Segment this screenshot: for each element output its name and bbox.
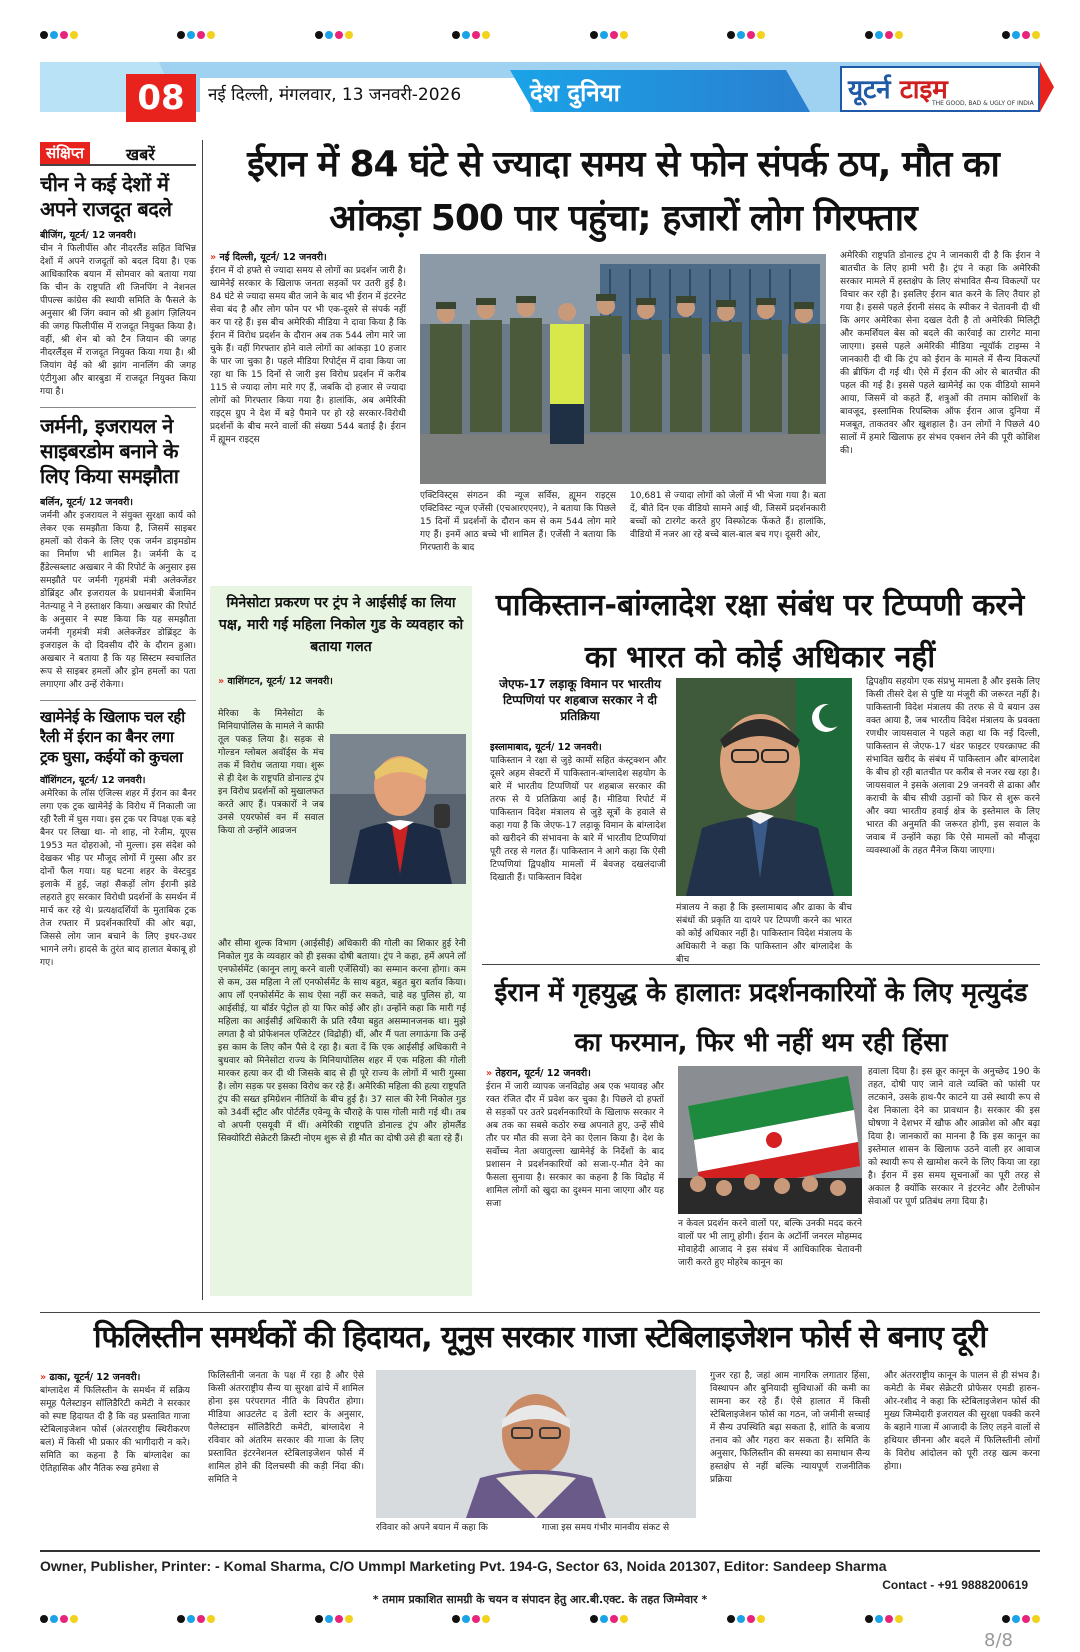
iran-security-forces-photo bbox=[420, 254, 826, 484]
registration-dot bbox=[60, 31, 68, 39]
registration-mark bbox=[177, 1612, 215, 1626]
iran-column-2: न केवल प्रदर्शन करने वालों पर, बल्कि उनकी मदद करने वालों पर भी लागू होगी। ईरान के अटॉर्नी जनरल मोहम्मद मोवाहेदी आजाद ने इस संबंध में आधिकारिक चेतावनी जारी करते हुए मोहरेब कानून का bbox=[678, 1219, 862, 1268]
registration-dot bbox=[207, 1615, 215, 1623]
gaza-text-1: बांग्लादेश में फिलिस्तीन के समर्थन में सक्रिय समूह पैलेस्टाइन सॉलिडैरिटी कमेटी ने सरकार को स्पष्ट हिदायत दी है कि वह प्रस्तावित गाजा स्टेबिलाइजेशन फोर्स (अंतरराष्ट्रीय स्थिरीकरण बल) में किसी भी प्रकार की भागीदारी न करे। समिति का कहना है कि बांग्लादेश का ऐतिहासिक और नैतिक रुख हमेशा से bbox=[40, 1386, 190, 1474]
shehbaz-sharif-photo bbox=[676, 678, 852, 896]
registration-mark bbox=[1002, 1612, 1040, 1626]
registration-mark bbox=[452, 28, 490, 42]
registration-dot bbox=[1032, 31, 1040, 39]
gaza-column-2: फिलिस्तीनी जनता के पक्ष में रहा है और ऐसे किसी अंतरराष्ट्रीय सैन्य या सुरक्षा ढांचे में शामिल होना इस परंपरागत नीति के विपरीत होगा। मीडिया आउटलेट द डेली स्टार के अनुसार, पैलेस्टाइन सॉलिडैरिटी कमेटी, बांग्लादेश ने रविवार को अंतरिम सरकार की गाजा के लिए प्रस्तावित इंटरनेशनल स्टेबिलाइजेशन फोर्स में शामिल होने की दिलचस्पी की कड़ी निंदा की। समिति ने bbox=[208, 1371, 364, 1485]
registration-dot bbox=[875, 1615, 883, 1623]
brief-item bbox=[40, 172, 196, 399]
registration-dot bbox=[345, 31, 353, 39]
registration-dot bbox=[482, 1615, 490, 1623]
column-rule bbox=[202, 140, 203, 1300]
registration-dot bbox=[600, 31, 608, 39]
registration-dot bbox=[895, 31, 903, 39]
registration-dot bbox=[590, 1615, 598, 1623]
registration-dot bbox=[197, 31, 205, 39]
registration-dot bbox=[472, 1615, 480, 1623]
registration-dot bbox=[885, 1615, 893, 1623]
registration-dot bbox=[1012, 31, 1020, 39]
registration-dot bbox=[50, 31, 58, 39]
pakistan-text-1: पाकिस्तान ने रक्षा से जुड़े कामों सहित कंस्ट्रक्शन और दूसरे अहम सेक्टरों में पाकिस्तान-बांग्लादेश सहयोग के बारे में भारतीय टिप्पणियों पर शहबाज सरकार की तरफ से ये प्रतिक्रिया आई है। मीडिया रिपोर्ट में पाकिस्तान विदेश मंत्रालय से जुड़े सूत्रों के हवाले से कहा गया है कि जेएफ-17 लड़ाकू विमान के बांग्लादेश को खरीदने की संभावना के बारे में भारतीय टिप्पणियां पूरी तरह से गलत हैं। पाकिस्तान ने आगे कहा कि ऐसी टिप्पणियां द्विपक्षीय मामलों में बेवजह दखलंदाजी दिखाती हैं। पाकिस्तान विदेश bbox=[490, 756, 666, 883]
brief-body: जर्मनी और इजरायल ने संयुक्त सुरक्षा कार्य को लेकर एक समझौता किया है, जिसमें साइबर हमलों को रोकने के लिए एक जर्मन डाइमडोम का निर्माण भी शामिल है। जर्मनी के द हैंडेल्सब्लाट अखबार ने की रिपोर्ट के अनुसार इस समझौते पर जर्मनी गृहमंत्री मंत्री अलेक्जेंडर डोब्रिंड्ट और इजरायल के प्रधानमंत्री बेंजामिन नेतन्याहू ने ने हस्ताक्षर किया। अखबार की रिपोर्ट के अनुसार ने स्पष्ट किया कि यह समझौता जर्मनी गृहमंत्री मंत्री अलेक्जेंडर डोब्रिंड्ट के इजराइल के दो दिवसीय दौरे के दौरान हुआ। अखबार ने बताया है कि यह सिस्टम स्वचालित रूप से साइबर हमलों और ड्रोन हमलों का पता लगाएगा और उन्हें रोकेगा। bbox=[40, 511, 196, 690]
brief-byline: बीजिंग, यूटर्न/ 12 जनवरी। bbox=[40, 230, 137, 241]
lead-column-3: 10,681 से ज्यादा लोगों को जेलों में भी भेजा गया है। बता दें, बीते दिन एक वीडियो सामने आई थी, जिसमें प्रदर्शनकारी बच्चों को टारगेट करते हुए विस्फोटक फेंकते हैं। हालांकि, वीडियो में नजर आ रहे बच्चे बाल-बाल बच गए। दूसरी ओर, bbox=[630, 491, 826, 540]
registration-dot bbox=[1012, 1615, 1020, 1623]
registration-dot bbox=[345, 1615, 353, 1623]
minnesota-text-top: मेरिका के मिनेसोटा के मिनियापोलिस के मामले ने काफी तूल पकड़ लिया है। सड़क से गोल्डन ग्लोबल अवॉर्ड्स के मंच तक में विरोध जताया गया। शुरू से ही देश के राष्ट्रपति डोनाल्ड ट्रंप इन विरोध प्रदर्शनों को मुखालफत करते आए हैं। पत्रकारों ने जब उनसे एयरफोर्स वन में सवाल किया तो उन्होंने आव्रजन bbox=[218, 709, 324, 836]
brief-headline: जर्मनी, इजरायल ने साइबरडोम बनाने के लिए किया समझौता bbox=[40, 414, 179, 488]
disclaimer-line: * तमाम प्रकाशित सामग्री के चयन व संपादन हेतु आर.बी.एक्ट. के तहत जिम्मेवार * bbox=[372, 1593, 708, 1606]
minnesota-text-bottom: और सीमा शुल्क विभाग (आईसीई) अधिकारी की गोली का शिकार हुई रेनी निकोल गुड के व्यवहार को ही इसका दोषी बताया। ट्रंप ने कहा, हमें अपने लॉ एनफोर्समेंट (कानून लागू करने वाली एजेंसियों) का सम्मान करना होगा। कम से कम, उस महिला ने लॉ एनफोर्समेंट के साथ बहुत, बहुत बुरा बर्ताव किया। आप लॉ एनफोर्समेंट के साथ ऐसा नहीं कर सकते, चाहे वह पुलिस हो, या आईसीई, या बॉर्डर पेट्रोल हो या फिर कोई और हो। उन्होंने कहा कि मारी गई महिला का आईसीई अधिकारी के प्रति रवैया बहुत असम्मानजनक था। मुझे लगता है वो प्रोफेशनल एजिटेटर (विद्रोही) थीं, और मैं पता लगाऊंगा कि उन्हें इस काम के लिए कौन पैसे दे रहा है। बता दें कि एक आईसीई अधिकारी ने बुधवार को मिनेसोटा राज्य के मिनियापोलिस शहर में एक महिला की गोली मारकर हत्या कर दी थी जिसके बाद से ही पूरे राज्य के लोगों में भारी गुस्सा है। लोग सड़क पर इसका विरोध कर रहे हैं। अमेरिकी महिला की हत्या राष्ट्रपति ट्रंप की सख्त इमिग्रेशन नीतियों के बीच हुई है। 37 साल की रेनी निकोल गुड को 34वीं स्ट्रीट और पोर्टलैंड एवेन्यू के चौराहे के पास गोली मारी गई थी। तब वो अपनी एसयूवी में थीं। अमेरिकी राष्ट्रपति डोनाल्ड ट्रंप और होमलैंड सिक्योरिटी सेक्रेटरी क्रिस्टी नोएम शुरू से ही मौत का दोषी उसे ही बता रहे हैं। bbox=[218, 939, 466, 1144]
registration-dot bbox=[590, 31, 598, 39]
minnesota-headline: मिनेसोटा प्रकरण पर ट्रंप ने आईसीई का लिया पक्ष, मारी गई महिला निकोल गुड के व्यवहार को बताया गलत bbox=[218, 595, 464, 655]
registration-dot bbox=[865, 31, 873, 39]
registration-dot bbox=[1022, 31, 1030, 39]
registration-dot bbox=[335, 31, 343, 39]
page-number: 08 bbox=[126, 74, 196, 122]
registration-dot bbox=[757, 1615, 765, 1623]
lead-text-1: ईरान में दो हफ्ते से ज्यादा समय से लोगों का प्रदर्शन जारी है। खामेनेई सरकार के खिलाफ जनता सड़कों पर उतरी हुई है। 84 घंटे से ज्यादा समय बीत जाने के बाद भी ईरान में इंटरनेट सेवा बंद है और लोग फोन पर भी एक-दूसरे से संपर्क नहीं कर पा रहे हैं। इस बीच अमेरिकी मीडिया ने दावा किया है कि ईरान में विरोध प्रदर्शन के दौरान अब तक 544 लोग मारे जा चुके हैं। वहीं गिरफ्तार होने वाले लोगों का आंकड़ा 10 हजार के पार जा चुका है। पहले मीडिया रिपोर्ट्स में दावा किया जा रहा था कि 15 दिनों से जारी इस विरोध प्रदर्शन में करीब 115 से ज्यादा लोग मारे गए हैं, जबकि दो हजार से ज्यादा लोगों को गिरफ्तार किया गया है। हालांकि, अब अमेरिकी राइट्स ग्रुप ने देश में बड़े पैमाने पर हो रहे सरकार-विरोधी प्रदर्शनों के बीच मरने वालों की संख्या 544 बताई है। ईरान में ह्यूमन राइट्स bbox=[210, 266, 406, 445]
iran-byline: » तेहरान, यूटर्न/ 12 जनवरी। bbox=[486, 1068, 591, 1079]
logo-wordmark: यूटर्न टाइम bbox=[848, 75, 948, 105]
registration-dot bbox=[452, 31, 460, 39]
registration-dot bbox=[325, 31, 333, 39]
registration-dot bbox=[610, 1615, 618, 1623]
registration-marks-top bbox=[0, 28, 1080, 42]
brief-item bbox=[40, 700, 196, 970]
registration-dot bbox=[747, 31, 755, 39]
registration-dot bbox=[177, 31, 185, 39]
lead-column-4: अमेरिकी राष्ट्रपति डोनाल्ड ट्रंप ने जानकारी दी है कि ईरान ने बातचीत के लिए हामी भरी है। ट्रंप ने कहा कि अमेरिकी सरकार मामले में हस्तक्षेप के लिए संभावित सैन्य विकल्पों पर विचार कर रही है। इसलिए ईरान बात करने के लिए तैयार हो गया है। इससे पहले ईरानी संसद के स्पीकर ने चेतावनी दी थी कि अगर अमेरिका सेना दखल देती है तो अमेरिकी मिलिट्री और कमर्शियल बेस को बदले की कार्रवाई का टारगेट माना जाएगा। इससे पहले अमेरिकी मीडिया न्यूयॉर्क टाइम्स ने जानकारी दी थी कि ट्रंप को ईरान के मामले में सैन्य विकल्पों की ब्रीफिंग दी गई थी। ऐसे में ईरान की ओर से बातचीत की पहल की गई है। इससे पहले खामेनेई का एक वीडियो सामने आया, जिसमें वो कहते हैं, शत्रुओं की तमाम कोशिशों के बावजूद, इस्लामिक रिपब्लिक ऑफ ईरान आज दुनिया में मजबूत, ताकतवर और खुशहाल है। उन लोगों ने पिछले 40 सालों में हमारे खिलाफ हर संभव एक्शन लेने की पूरी कोशिश की। bbox=[840, 251, 1040, 456]
masthead-red-tip bbox=[1040, 62, 1054, 112]
registration-mark bbox=[727, 1612, 765, 1626]
iran-column-1 bbox=[486, 1066, 664, 1302]
registration-dot bbox=[462, 31, 470, 39]
registration-dot bbox=[727, 31, 735, 39]
registration-mark bbox=[315, 28, 353, 42]
imprint-line: Owner, Publisher, Printer: - Komal Sharma, C/O Ummpl Marketing Pvt. 194-G, Sector 63, Noida 201307, Editor: Sandeep Sharma bbox=[40, 1558, 887, 1574]
registration-mark bbox=[865, 1612, 903, 1626]
logo-tagline: THE GOOD, BAD & UGLY OF INDIA bbox=[932, 100, 1034, 107]
gaza-headline: फिलिस्तीन समर्थकों की हिदायत, यूनुस सरकार गाजा स्टेबिलाइजेशन फोर्स से बनाए दूरी bbox=[93, 1320, 987, 1355]
pakistan-column-3: द्विपक्षीय सहयोग एक संप्रभु मामला है और इसके लिए किसी तीसरे देश से पुष्टि या मंजूरी की जरूरत नहीं है। पाकिस्तानी विदेश मंत्रालय की तरफ से ये बयान उस वक्त आया है, जब भारतीय विदेश मंत्रालय के प्रवक्ता रणधीर जायसवाल ने पहले कहा था कि नई दिल्ली, पाकिस्तान से जेएफ-17 थंडर फाइटर एयरक्राफ्ट की संभावित खरीद के संबंध में पाकिस्तान और बांग्लादेश के बीच हो रही बातचीत पर करीब से नजर रख रहा है। जायसवाल ने इसके अलावा 29 जनवरी से ढाका और कराची के बीच सीधी उड़ानों को फिर से शुरू करने और क्या भारतीय हवाई क्षेत्र के इस्तेमाल के लिए भारत की अनुमति की जरूरत होगी, इस सवाल के जवाब में उन्होंने कहा कि ऐसे मामलों को मौजूदा व्यवस्थाओं के तहत मैनेज किया जाएगा। bbox=[866, 677, 1040, 856]
briefs-tag bbox=[40, 140, 196, 166]
briefs-tag-red: संक्षिप्त bbox=[40, 142, 90, 164]
registration-mark bbox=[590, 1612, 628, 1626]
brief-headline: खामेनेई के खिलाफ चल रही रैली में ईरान का बैनर लगा ट्रक घुसा, कईयों को कुचला bbox=[40, 708, 185, 766]
registration-mark bbox=[177, 28, 215, 42]
registration-dot bbox=[757, 31, 765, 39]
registration-dot bbox=[70, 31, 78, 39]
registration-dot bbox=[50, 1615, 58, 1623]
brief-body: चीन ने फिलीपींस और नीदरलैंड सहित विभिन्न देशों में अपने राजदूतों को बदल दिया है। एक आधिकारिक बयान में सोमवार को बताया गया कि चीन के राष्ट्रपति शी जिनपिंग ने नेशनल पीपल्स कांग्रेस की स्थायी समिति के फैसले के अनुसार श्री जिंग क्वान को श्री हुआंग ज़िलियन की जगह फिलीपींस में राजदूत नियुक्त किया है। वहीं, श्री शेन बो को टैन जियान की जगह नीदरलैंड्स में राजदूत नियुक्त किया गया है। श्री जियांग वेई को श्री झांग नानलिंग की जगह एंटीगुआ और बारबुडा में राजदूत नियुक्त किया गया है। bbox=[40, 244, 196, 397]
registration-dot bbox=[462, 1615, 470, 1623]
iran-text-1: ईरान में जारी व्यापक जनविद्रोह अब एक भयावह और रक्त रंजित दौर में प्रवेश कर चुका है। पिछले दो हफ्तों से सड़कों पर उतरे प्रदर्शनकारियों के खिलाफ सरकार ने अब तक का सबसे कठोर रुख अपनाते हुए, उन्हें सीधे तौर पर मौत की सजा देने का ऐलान किया है। देश के सर्वोच्च नेता अयातुल्ला खामेनेई के निर्देशों के बाद प्रशासन ने प्रदर्शनकारियों को सजा-ए-मौत देने का फैसला सुनाया है। सरकार का कहना है कि विद्रोह में शामिल लोगों को खुदा का दुश्मन माना जाएगा और यह सजा bbox=[486, 1082, 664, 1209]
minnesota-byline: » वाशिंगटन, यूटर्न/ 12 जनवरी। bbox=[218, 676, 333, 687]
minnesota-byline-wrap bbox=[218, 674, 466, 689]
registration-dot bbox=[895, 1615, 903, 1623]
registration-dot bbox=[197, 1615, 205, 1623]
brief-headline: चीन ने कई देशों में अपने राजदूत बदले bbox=[40, 172, 172, 221]
registration-dot bbox=[727, 1615, 735, 1623]
registration-dot bbox=[1002, 1615, 1010, 1623]
registration-dot bbox=[620, 1615, 628, 1623]
gaza-byline: » ढाका, यूटर्न/ 12 जनवरी। bbox=[40, 1372, 141, 1383]
dateline: नई दिल्ली, मंगलवार, 13 जनवरी-2026 bbox=[200, 78, 530, 112]
gaza-column-3: गुजर रहा है, जहां आम नागरिक लगातार हिंसा, विस्थापन और बुनियादी सुविधाओं की कमी का सामना कर रहे हैं। ऐसे हालात में किसी स्टेबिलाइजेशन फोर्स का गठन, जो जमीनी सच्चाई में सैन्य उपस्थिति बढ़ा सकता है, शांति के बजाय तनाव को और गहरा कर सकता है। समिति के अनुसार, फिलिस्तीन की समस्या का समाधान सैन्य हस्तक्षेप से नहीं बल्कि न्यायपूर्ण राजनीतिक प्रक्रिया bbox=[710, 1371, 870, 1485]
briefs-tag-black: खबरें bbox=[126, 145, 155, 164]
gaza-caption-right: गाजा इस समय गंभीर मानवीय संकट से bbox=[542, 1523, 670, 1533]
brief-byline: वॉशिंगटन, यूटर्न/ 12 जनवरी। bbox=[40, 775, 146, 786]
registration-dot bbox=[875, 31, 883, 39]
masthead bbox=[40, 62, 1040, 120]
iran-protest-photo bbox=[678, 1066, 862, 1214]
registration-dot bbox=[1002, 31, 1010, 39]
registration-dot bbox=[187, 1615, 195, 1623]
brief-byline: बर्लिन, यूटर्न/ 12 जनवरी। bbox=[40, 497, 133, 508]
registration-mark bbox=[1002, 28, 1040, 42]
registration-mark bbox=[590, 28, 628, 42]
registration-dot bbox=[70, 1615, 78, 1623]
imprint-footer bbox=[40, 1550, 1040, 1606]
registration-dot bbox=[40, 1615, 48, 1623]
brief-item bbox=[40, 407, 196, 692]
registration-dot bbox=[482, 31, 490, 39]
lead-column-1 bbox=[210, 250, 406, 568]
registration-dot bbox=[315, 31, 323, 39]
lead-byline: » नई दिल्ली, यूटर्न/ 12 जनवरी। bbox=[210, 252, 327, 263]
registration-mark bbox=[40, 1612, 78, 1626]
registration-marks-bottom bbox=[0, 1612, 1080, 1626]
brief-body: अमेरिका के लॉस एंजिल्स शहर में ईरान का बैनर लगा एक ट्रक खामेनेई के विरोध में निकाली जा रही रैली में घुस गया। इस ट्रक पर विपक्ष एक बड़े बैनर पर लिखा था- नो शाह, नो रेजीम, यूएस 1953 मत दोहराओ, नो मुल्ला। इस संदेश को देखकर भीड़ पर मौजूद लोगों में गुस्सा और डर दोनों फैल गया। यह घटना शहर के वेस्टवुड इलाके में हुई, जहां सैकड़ों लोग ईरानी झंडे लहराते हुए सरकार विरोधी प्रदर्शनों के समर्थन में मार्च कर रहे थे। प्रत्यक्षदर्शियों के मुताबिक ट्रक तेज रफ्तार में प्रदर्शनकारियों की ओर बढ़ा, जिससे लोग जान बचाने के लिए इधर-उधर भागने लगे। हादसे के तुरंत बाद हालात बेकाबू हो गए। bbox=[40, 789, 196, 968]
registration-dot bbox=[472, 31, 480, 39]
registration-dot bbox=[737, 1615, 745, 1623]
registration-dot bbox=[610, 31, 618, 39]
registration-dot bbox=[207, 31, 215, 39]
gaza-caption-left: रविवार को अपने बयान में कहा कि bbox=[376, 1523, 488, 1533]
section-divider bbox=[482, 964, 1040, 965]
registration-dot bbox=[335, 1615, 343, 1623]
section-name: देश दुनिया bbox=[530, 79, 620, 107]
registration-mark bbox=[315, 1612, 353, 1626]
trump-photo bbox=[330, 734, 466, 884]
registration-dot bbox=[60, 1615, 68, 1623]
lead-column-2: एक्टिविस्ट्स संगठन की न्यूज सर्विस, ह्यूमन राइट्स एक्टिविस्ट न्यूज एजेंसी (एचआरएएनए), ने बताया कि पिछले 15 दिनों में प्रदर्शनों के दौरान कम से कम 544 लोग मारे गए हैं। इनमें आठ बच्चे भी शामिल हैं। एजेंसी ने बताया कि गिरफ्तारी के बाद bbox=[420, 491, 616, 553]
registration-dot bbox=[885, 31, 893, 39]
iran-column-3: हवाला दिया है। इस क्रूर कानून के अनुच्छेद 190 के तहत, दोषी पाए जाने वाले व्यक्ति को फांसी पर लटकाने, उसके हाथ-पैर काटने या उसे स्थायी रूप से देश निकाला देने का प्रावधान है। सरकार की इस घोषणा ने देशभर में खौफ और आक्रोश को और बढ़ा दिया है। जानकारों का मानना है कि इस कानून का इस्तेमाल शासन के खिलाफ उठने वाली हर आवाज को स्थायी रूप से खामोश करने के लिए किया जा रहा है। ईरान में इस समय सूचनाओं का पूरी तरह से अकाल है क्योंकि सरकार ने इंटरनेट और टेलीफोन सेवाओं पर पूर्ण प्रतिबंध लगा दिया है। bbox=[868, 1067, 1040, 1207]
yunus-photo bbox=[376, 1370, 696, 1518]
registration-dot bbox=[747, 1615, 755, 1623]
page-counter: 8/8 bbox=[984, 1630, 1013, 1651]
registration-dot bbox=[1032, 1615, 1040, 1623]
pakistan-byline: इस्लामाबाद, यूटर्न/ 12 जनवरी। bbox=[490, 742, 602, 753]
registration-mark bbox=[452, 1612, 490, 1626]
briefs-column bbox=[40, 172, 196, 1302]
registration-dot bbox=[620, 31, 628, 39]
pakistan-subheadline: जेएफ-17 लड़ाकू विमान पर भारतीय टिप्पणियां पर शहबाज सरकार ने दी प्रतिक्रिया bbox=[499, 677, 661, 723]
registration-dot bbox=[315, 1615, 323, 1623]
registration-dot bbox=[325, 1615, 333, 1623]
registration-dot bbox=[1022, 1615, 1030, 1623]
registration-dot bbox=[865, 1615, 873, 1623]
lead-headline: ईरान में 84 घंटे से ज्यादा समय से फोन संपर्क ठप, मौत का आंकड़ा 500 पार पहुंचा; हजारों लोग गिरफ्तार bbox=[247, 144, 999, 239]
registration-dot bbox=[737, 31, 745, 39]
registration-dot bbox=[187, 31, 195, 39]
registration-dot bbox=[40, 31, 48, 39]
pakistan-column-2: मंत्रालय ने कहा है कि इस्लामाबाद और ढाका के बीच संबंधों की प्रकृति या दायरे पर टिप्पणी करने का भारत को कोई अधिकार नहीं है। पाकिस्तान विदेश मंत्रालय के अधिकारी ने कहा कि पाकिस्तान और बांग्लादेश के बीच bbox=[676, 903, 852, 964]
registration-dot bbox=[177, 1615, 185, 1623]
registration-dot bbox=[600, 1615, 608, 1623]
registration-mark bbox=[865, 28, 903, 42]
pakistan-column-1 bbox=[490, 740, 666, 962]
registration-dot bbox=[452, 1615, 460, 1623]
registration-mark bbox=[40, 28, 78, 42]
section-divider bbox=[40, 1312, 1040, 1313]
gaza-column-4: और अंतरराष्ट्रीय कानून के पालन से ही संभव है। कमेटी के मेंबर सेक्रेटरी प्रोफेसर एमडी हारुन-ओर-रशीद ने कहा कि स्टेबिलाइजेशन फोर्स की मुख्य जिम्मेदारी इजरायल की सुरक्षा पक्की करने के बहाने गाजा में आजादी के लिए लड़ने वालों से हथियार छीनना और बदले में फिलिस्तीनी लोगों के विरोध आंदोलन को पूरी तरह खत्म करना होगा। bbox=[884, 1371, 1040, 1472]
newspaper-logo bbox=[840, 66, 1040, 112]
contact-line: Contact - +91 9888200619 bbox=[882, 1578, 1028, 1592]
registration-mark bbox=[727, 28, 765, 42]
iran-headline: ईरान में गृहयुद्ध के हालातः प्रदर्शनकारियों के लिए मृत्युदंड का फरमान, फिर भी नहीं थम रही हिंसा bbox=[494, 978, 1028, 1058]
pakistan-headline: पाकिस्तान-बांग्लादेश रक्षा संबंध पर टिप्पणी करने का भारत को कोई अधिकार नहीं bbox=[495, 588, 1025, 675]
gaza-column-1 bbox=[40, 1370, 190, 1540]
